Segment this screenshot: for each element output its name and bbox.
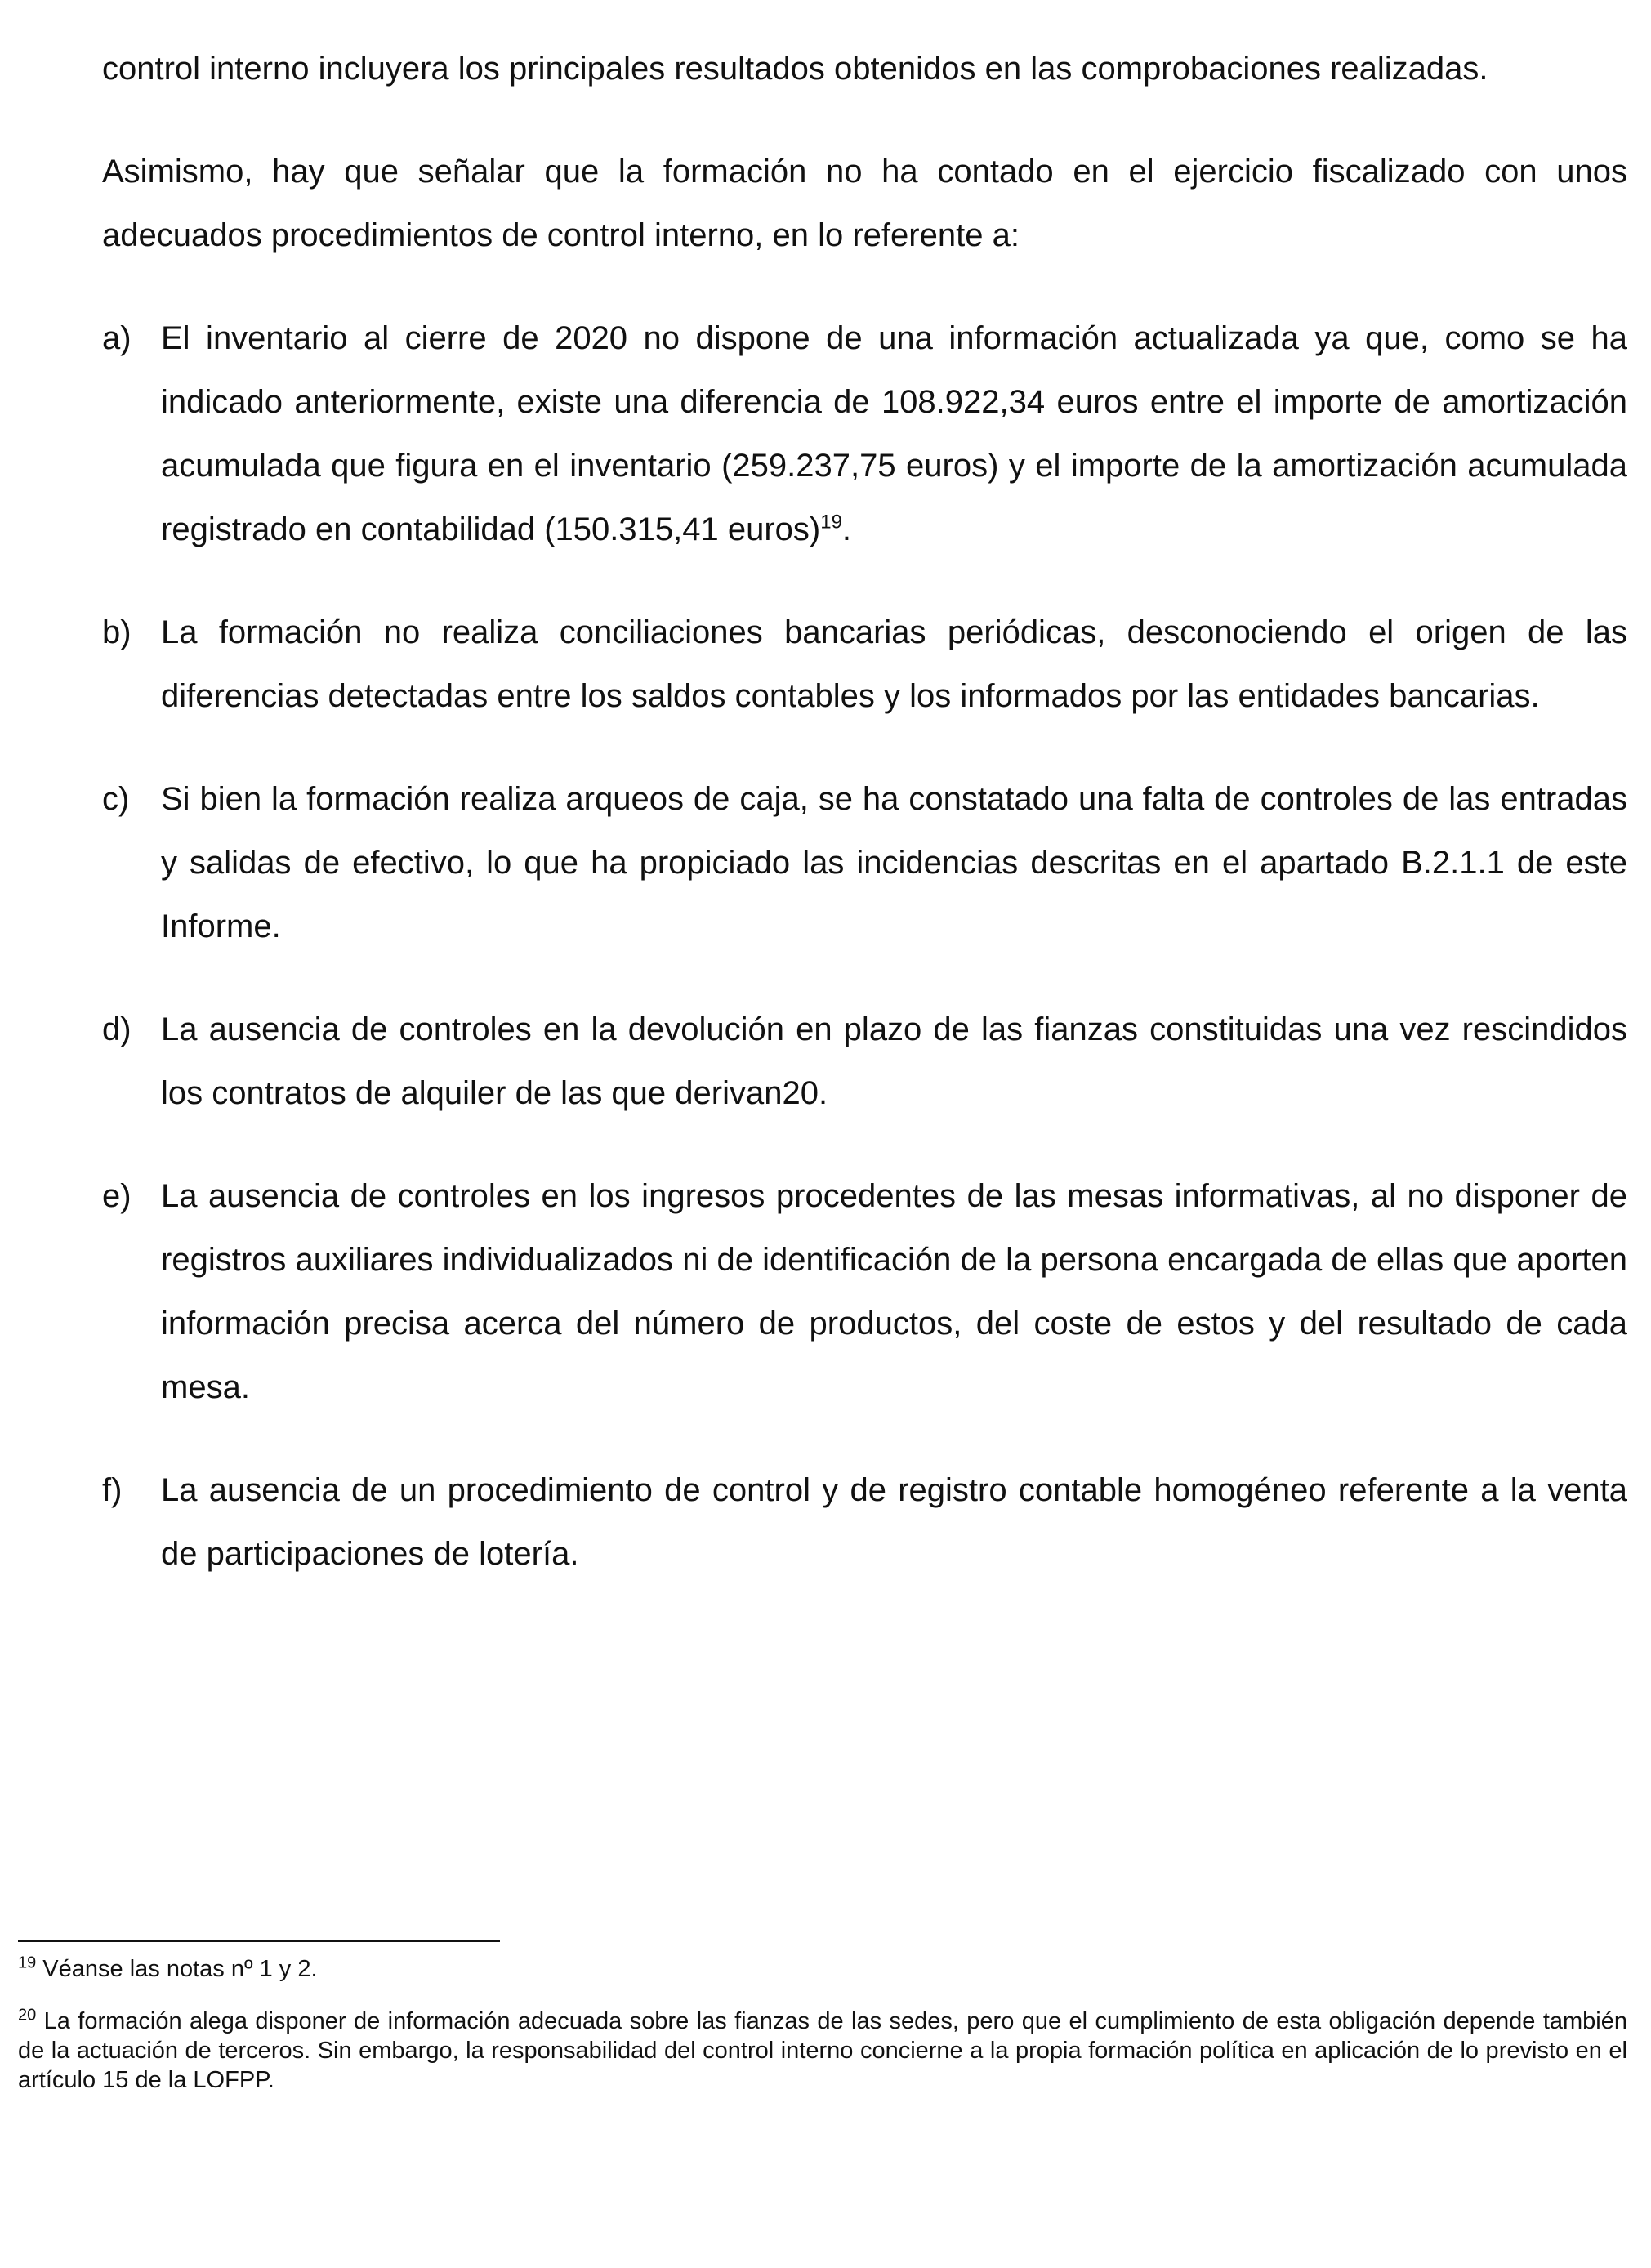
- footnote-20: [18, 2007, 1627, 2095]
- list-item-a: [102, 306, 1627, 561]
- footnotes: [18, 1954, 1627, 2118]
- footnote-divider: [18, 1940, 500, 1942]
- list-item-b: [102, 600, 1627, 728]
- list-marker: d): [102, 1011, 132, 1047]
- list-marker: a): [102, 320, 132, 356]
- list-item-text: La ausencia de controles en los ingresos procedentes de las mesas informativas, al no disponer de registros auxiliares individualizados ni de identificación de la persona encargada de ellas que aporten información precisa acerca del número de productos, del coste de estos y del resultado de cada mesa.: [161, 1178, 1627, 1405]
- list-item-text-tail: .: [841, 511, 852, 547]
- list-marker: b): [102, 614, 132, 650]
- document-page: [102, 37, 1627, 1625]
- list-item-e: [102, 1164, 1627, 1419]
- list-item-c: [102, 767, 1627, 958]
- list-marker: e): [102, 1178, 132, 1214]
- footnote-number: 19: [18, 1953, 37, 1972]
- footnote-text: Véanse las notas nº 1 y 2.: [36, 1956, 318, 1982]
- list-marker: f): [102, 1472, 123, 1508]
- list-item-text: La ausencia de un procedimiento de control y de registro contable homogéneo referente a la venta de participaciones de lotería.: [161, 1472, 1627, 1572]
- footnote-19: [18, 1954, 1627, 1984]
- footnote-text: La formación alega disponer de información adecuada sobre las fianzas de las sedes, pero que el cumplimiento de esta obligación depende también de la actuación de terceros. Sin embargo, la responsabilidad del control interno concierne a la propia formación política en aplicación de lo previsto en el artículo 15 de la LOFPP.: [18, 2008, 1627, 2093]
- paragraph-1: control interno incluyera los principales resultados obtenidos en las comprobaciones realizadas.: [102, 51, 1488, 87]
- list-item-d: [102, 998, 1627, 1125]
- control-deficiency-list: [102, 306, 1627, 1586]
- list-item-f: [102, 1458, 1627, 1586]
- list-item-text: [161, 306, 1627, 561]
- list-marker: c): [102, 781, 130, 817]
- paragraph-2: Asimismo, hay que señalar que la formación no ha contado en el ejercicio fiscalizado con unos adecuados procedimientos de control interno, en lo referente a:: [102, 154, 1627, 253]
- list-item-text: La formación no realiza conciliaciones bancarias periódicas, desconociendo el origen de las diferencias detectadas entre los saldos contables y los informados por las entidades bancarias.: [161, 614, 1627, 714]
- footnote-ref-19: 19: [820, 511, 842, 534]
- list-item-text: Si bien la formación realiza arqueos de caja, se ha constatado una falta de controles de las entradas y salidas de efectivo, lo que ha propiciado las incidencias descritas en el apartado B.2.1.1 de este Informe.: [161, 781, 1627, 944]
- list-item-text-body: El inventario al cierre de 2020 no dispone de una información actualizada ya que, como se ha indicado anteriormente, existe una diferencia de 108.922,34 euros entre el importe de amortización acumulada que figura en el inventario (259.237,75 euros) y el importe de la amortización acumulada registrado en contabilidad (150.315,41 euros): [161, 320, 1627, 547]
- list-item-text: La ausencia de controles en la devolución en plazo de las fianzas constituidas una vez rescindidos los contratos de alquiler de las que derivan20.: [161, 1011, 1627, 1111]
- footnote-number: 20: [18, 2006, 37, 2025]
